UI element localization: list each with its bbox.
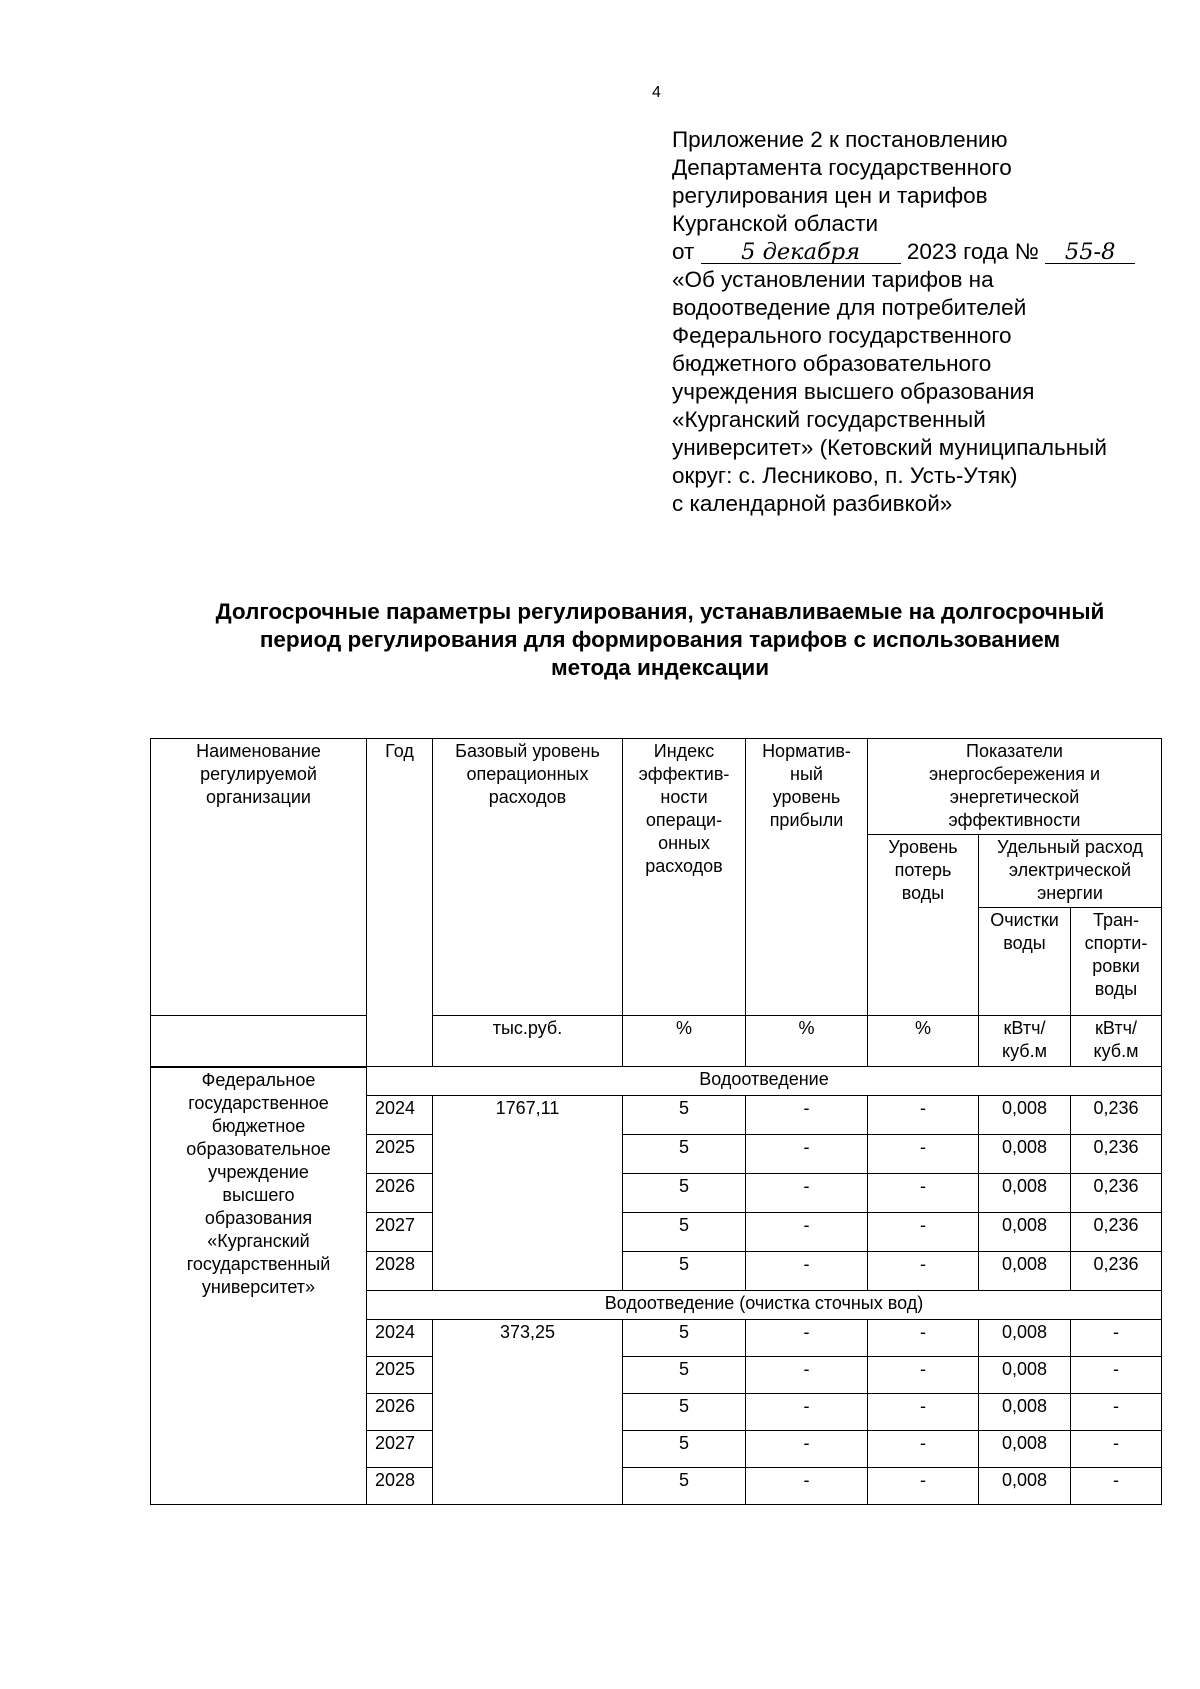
cell-treatment: 0,008	[979, 1096, 1071, 1135]
cell-treatment: 0,008	[979, 1357, 1071, 1394]
cell-efficiency-index: 5	[623, 1394, 746, 1431]
cell-water-loss: -	[868, 1431, 979, 1468]
appendix-subject-line: с календарной разбивкой»	[672, 491, 953, 516]
section-title: Водоотведение (очистка сточных вод)	[367, 1291, 1162, 1320]
cell-efficiency-index: 5	[623, 1135, 746, 1174]
cell-efficiency-index: 5	[623, 1213, 746, 1252]
cell-year: 2028	[367, 1252, 433, 1291]
header-electricity-group: Удельный расход электрической энергии	[979, 835, 1162, 908]
cell-year: 2028	[367, 1468, 433, 1505]
table-body	[151, 739, 1162, 1505]
cell-treatment: 0,008	[979, 1213, 1071, 1252]
cell-year: 2025	[367, 1135, 433, 1174]
units-organization	[151, 1016, 367, 1067]
title-line: период регулирования для формирования тарифов с использованием	[259, 627, 1061, 652]
cell-profit-level: -	[746, 1357, 868, 1394]
cell-profit-level: -	[746, 1320, 868, 1357]
appendix-subject-line: «Об установлении тарифов на	[672, 267, 994, 292]
header-water-loss: Уровень потерь воды	[868, 835, 979, 1016]
cell-water-loss: -	[868, 1357, 979, 1394]
appendix-line: Департамента государственного	[672, 155, 1012, 180]
unit-profit-level: %	[746, 1016, 868, 1067]
cell-transport: -	[1071, 1357, 1162, 1394]
handwritten-number: 55-8	[1045, 238, 1135, 266]
title-line: Долгосрочные параметры регулирования, устанавливаемые на долгосрочный	[215, 599, 1105, 624]
header-treatment: Очистки воды	[979, 908, 1071, 1016]
cell-transport: 0,236	[1071, 1174, 1162, 1213]
cell-profit-level: -	[746, 1468, 868, 1505]
cell-year: 2027	[367, 1213, 433, 1252]
cell-efficiency-index: 5	[623, 1357, 746, 1394]
handwritten-date: 5 декабря	[701, 238, 901, 266]
cell-efficiency-index: 5	[623, 1320, 746, 1357]
cell-water-loss: -	[868, 1468, 979, 1505]
cell-year: 2024	[367, 1096, 433, 1135]
cell-water-loss: -	[868, 1135, 979, 1174]
unit-treatment: кВтч/ куб.м	[979, 1016, 1071, 1067]
unit-base-level: тыс.руб.	[433, 1016, 623, 1067]
cell-transport: 0,236	[1071, 1252, 1162, 1291]
cell-year: 2025	[367, 1357, 433, 1394]
appendix-date-line	[672, 238, 1192, 266]
cell-water-loss: -	[868, 1096, 979, 1135]
cell-year: 2024	[367, 1320, 433, 1357]
cell-year: 2027	[367, 1431, 433, 1468]
header-row	[151, 739, 1162, 835]
cell-treatment: 0,008	[979, 1320, 1071, 1357]
title-line: метода индексации	[550, 655, 770, 680]
appendix-subject-line: учреждения высшего образования	[672, 379, 1035, 404]
cell-base-level: 373,25	[433, 1320, 623, 1505]
parameters-table	[150, 738, 1162, 1505]
cell-transport: 0,236	[1071, 1213, 1162, 1252]
cell-transport: -	[1071, 1320, 1162, 1357]
appendix-subject-line: водоотведение для потребителей	[672, 295, 1027, 320]
cell-water-loss: -	[868, 1394, 979, 1431]
appendix-subject-line: бюджетного образовательного	[672, 351, 992, 376]
cell-water-loss: -	[868, 1252, 979, 1291]
cell-treatment: 0,008	[979, 1468, 1071, 1505]
date-prefix: от	[672, 239, 695, 264]
cell-treatment: 0,008	[979, 1135, 1071, 1174]
appendix-line: Приложение 2 к постановлению	[672, 127, 1008, 152]
header-energy-group: Показатели энергосбережения и энергетической эффективности	[868, 739, 1162, 835]
section-title: Водоотведение	[367, 1067, 1162, 1096]
cell-profit-level: -	[746, 1431, 868, 1468]
appendix-subject-line: Федерального государственного	[672, 323, 1012, 348]
cell-profit-level: -	[746, 1213, 868, 1252]
cell-water-loss: -	[868, 1174, 979, 1213]
appendix-line: регулирования цен и тарифов	[672, 183, 988, 208]
unit-transport: кВтч/ куб.м	[1071, 1016, 1162, 1067]
header-transport: Тран- спорти- ровки воды	[1071, 908, 1162, 1016]
page-number: 4	[652, 84, 661, 101]
appendix-line: Курганской области	[672, 211, 879, 236]
cell-efficiency-index: 5	[623, 1096, 746, 1135]
cell-treatment: 0,008	[979, 1174, 1071, 1213]
header-efficiency-index: Индекс эффектив- ности операци- онных расходов	[623, 739, 746, 1016]
cell-treatment: 0,008	[979, 1431, 1071, 1468]
header-profit-level: Норматив- ный уровень прибыли	[746, 739, 868, 1016]
organization-name: Федеральное государственное бюджетное образовательное учреждение высшего образования «Курганский государственный университет»	[151, 1067, 367, 1505]
cell-transport: -	[1071, 1394, 1162, 1431]
appendix-subject-line: университет» (Кетовский муниципальный	[672, 435, 1107, 460]
unit-water-loss: %	[868, 1016, 979, 1067]
document-title	[120, 598, 1200, 682]
header-year: Год	[367, 739, 433, 1067]
cell-profit-level: -	[746, 1174, 868, 1213]
unit-efficiency-index: %	[623, 1016, 746, 1067]
cell-water-loss: -	[868, 1320, 979, 1357]
cell-transport: 0,236	[1071, 1135, 1162, 1174]
cell-efficiency-index: 5	[623, 1468, 746, 1505]
cell-transport: -	[1071, 1431, 1162, 1468]
units-row	[151, 1016, 1162, 1067]
cell-profit-level: -	[746, 1252, 868, 1291]
cell-transport: -	[1071, 1468, 1162, 1505]
appendix-subject-line: «Курганский государственный	[672, 407, 986, 432]
cell-profit-level: -	[746, 1135, 868, 1174]
cell-profit-level: -	[746, 1394, 868, 1431]
appendix-block	[672, 126, 1192, 518]
cell-efficiency-index: 5	[623, 1431, 746, 1468]
cell-efficiency-index: 5	[623, 1252, 746, 1291]
cell-water-loss: -	[868, 1213, 979, 1252]
cell-transport: 0,236	[1071, 1096, 1162, 1135]
appendix-subject-line: округ: с. Лесниково, п. Усть-Утяк)	[672, 463, 1018, 488]
section-header-row	[151, 1067, 1162, 1096]
cell-base-level: 1767,11	[433, 1096, 623, 1291]
year-text: 2023 года №	[906, 239, 1039, 264]
header-organization: Наименование регулируемой организации	[151, 739, 367, 1016]
header-base-level: Базовый уровень операционных расходов	[433, 739, 623, 1016]
cell-efficiency-index: 5	[623, 1174, 746, 1213]
cell-treatment: 0,008	[979, 1394, 1071, 1431]
cell-year: 2026	[367, 1394, 433, 1431]
cell-profit-level: -	[746, 1096, 868, 1135]
cell-treatment: 0,008	[979, 1252, 1071, 1291]
cell-year: 2026	[367, 1174, 433, 1213]
